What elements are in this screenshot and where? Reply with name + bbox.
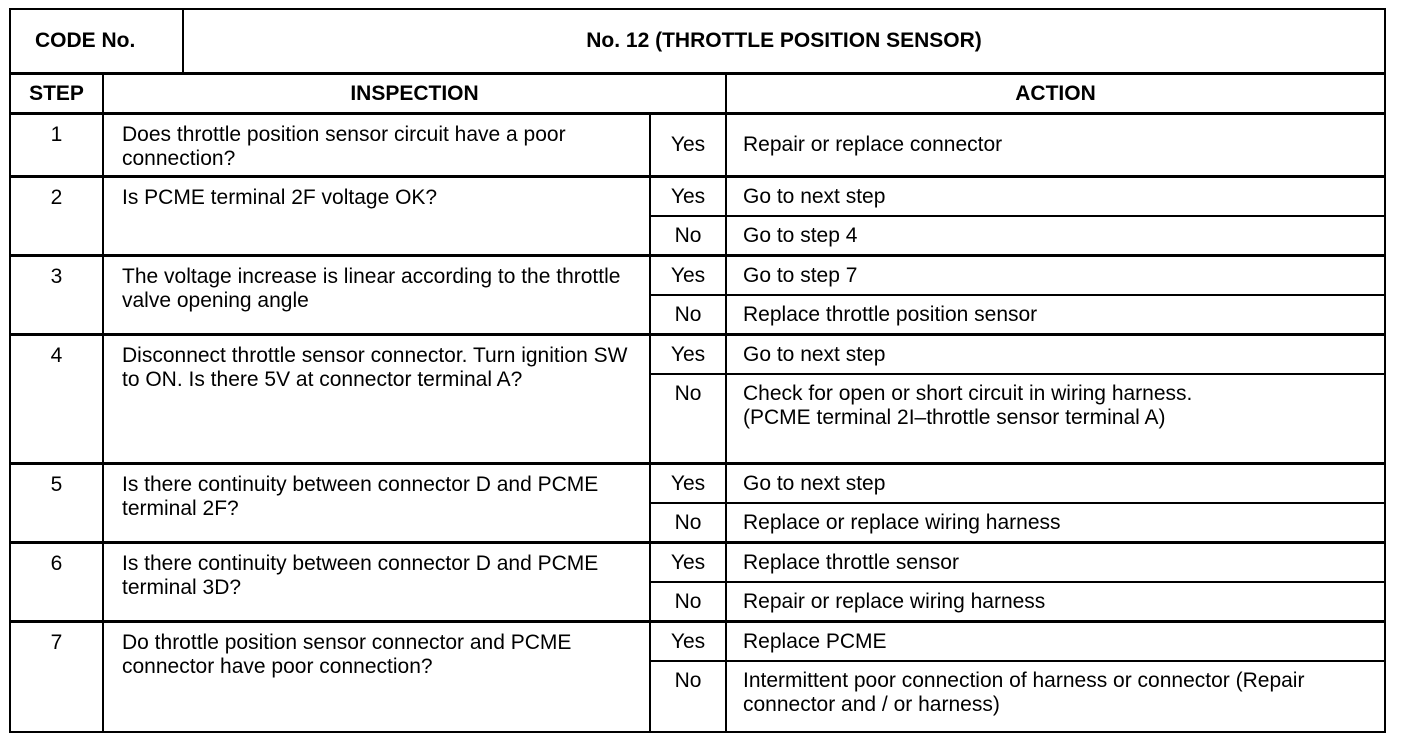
table-row	[10, 622, 1385, 662]
inspection-column-header: INSPECTION	[103, 74, 726, 114]
column-header-row	[10, 74, 1385, 114]
step-number: 5	[10, 464, 103, 543]
inspection-text: Is PCME terminal 2F voltage OK?	[103, 177, 650, 256]
inspection-text: The voltage increase is linear according to the throttle valve opening angle	[103, 256, 650, 335]
step-number: 6	[10, 543, 103, 622]
answer-cell: Yes	[650, 464, 726, 504]
answer-cell: Yes	[650, 335, 726, 375]
action-cell: Go to step 4	[726, 216, 1385, 256]
troubleshooting-table	[9, 8, 1386, 733]
inspection-text: Disconnect throttle sensor connector. Turn ignition SW to ON. Is there 5V at connector terminal A?	[103, 335, 650, 464]
answer-cell: Yes	[650, 622, 726, 662]
answer-cell: No	[650, 582, 726, 622]
table-row	[10, 177, 1385, 217]
step-number: 1	[10, 114, 103, 177]
code-label: CODE No.	[10, 9, 183, 74]
answer-cell: Yes	[650, 177, 726, 217]
answer-cell: No	[650, 503, 726, 543]
answer-cell: Yes	[650, 256, 726, 296]
action-cell: Replace throttle position sensor	[726, 295, 1385, 335]
answer-cell: No	[650, 661, 726, 732]
table-row	[10, 114, 1385, 177]
answer-cell: No	[650, 374, 726, 464]
diagnostic-table-container	[9, 8, 1384, 733]
action-cell: Check for open or short circuit in wiring harness. (PCME terminal 2I–throttle sensor terminal A)	[726, 374, 1385, 464]
action-cell: Go to step 7	[726, 256, 1385, 296]
table-row	[10, 543, 1385, 583]
answer-cell: No	[650, 295, 726, 335]
step-number: 7	[10, 622, 103, 733]
answer-cell: Yes	[650, 543, 726, 583]
inspection-text: Is there continuity between connector D and PCME terminal 3D?	[103, 543, 650, 622]
table-row	[10, 335, 1385, 375]
inspection-text: Does throttle position sensor circuit have a poor connection?	[103, 114, 650, 177]
answer-cell: Yes	[650, 114, 726, 177]
step-column-header: STEP	[10, 74, 103, 114]
table-row	[10, 256, 1385, 296]
code-header-row	[10, 9, 1385, 74]
step-number: 3	[10, 256, 103, 335]
action-cell: Go to next step	[726, 335, 1385, 375]
step-number: 2	[10, 177, 103, 256]
action-column-header: ACTION	[726, 74, 1385, 114]
step-number: 4	[10, 335, 103, 464]
table-body	[10, 114, 1385, 733]
action-cell: Replace throttle sensor	[726, 543, 1385, 583]
action-cell: Go to next step	[726, 177, 1385, 217]
action-cell: Intermittent poor connection of harness or connector (Repair connector and / or harness)	[726, 661, 1385, 732]
table-row	[10, 464, 1385, 504]
action-cell: Repair or replace wiring harness	[726, 582, 1385, 622]
code-title: No. 12 (THROTTLE POSITION SENSOR)	[183, 9, 1385, 74]
inspection-text: Is there continuity between connector D and PCME terminal 2F?	[103, 464, 650, 543]
action-cell: Replace PCME	[726, 622, 1385, 662]
action-cell: Repair or replace connector	[726, 114, 1385, 177]
action-cell: Go to next step	[726, 464, 1385, 504]
answer-cell: No	[650, 216, 726, 256]
inspection-text: Do throttle position sensor connector and PCME connector have poor connection?	[103, 622, 650, 733]
action-cell: Replace or replace wiring harness	[726, 503, 1385, 543]
